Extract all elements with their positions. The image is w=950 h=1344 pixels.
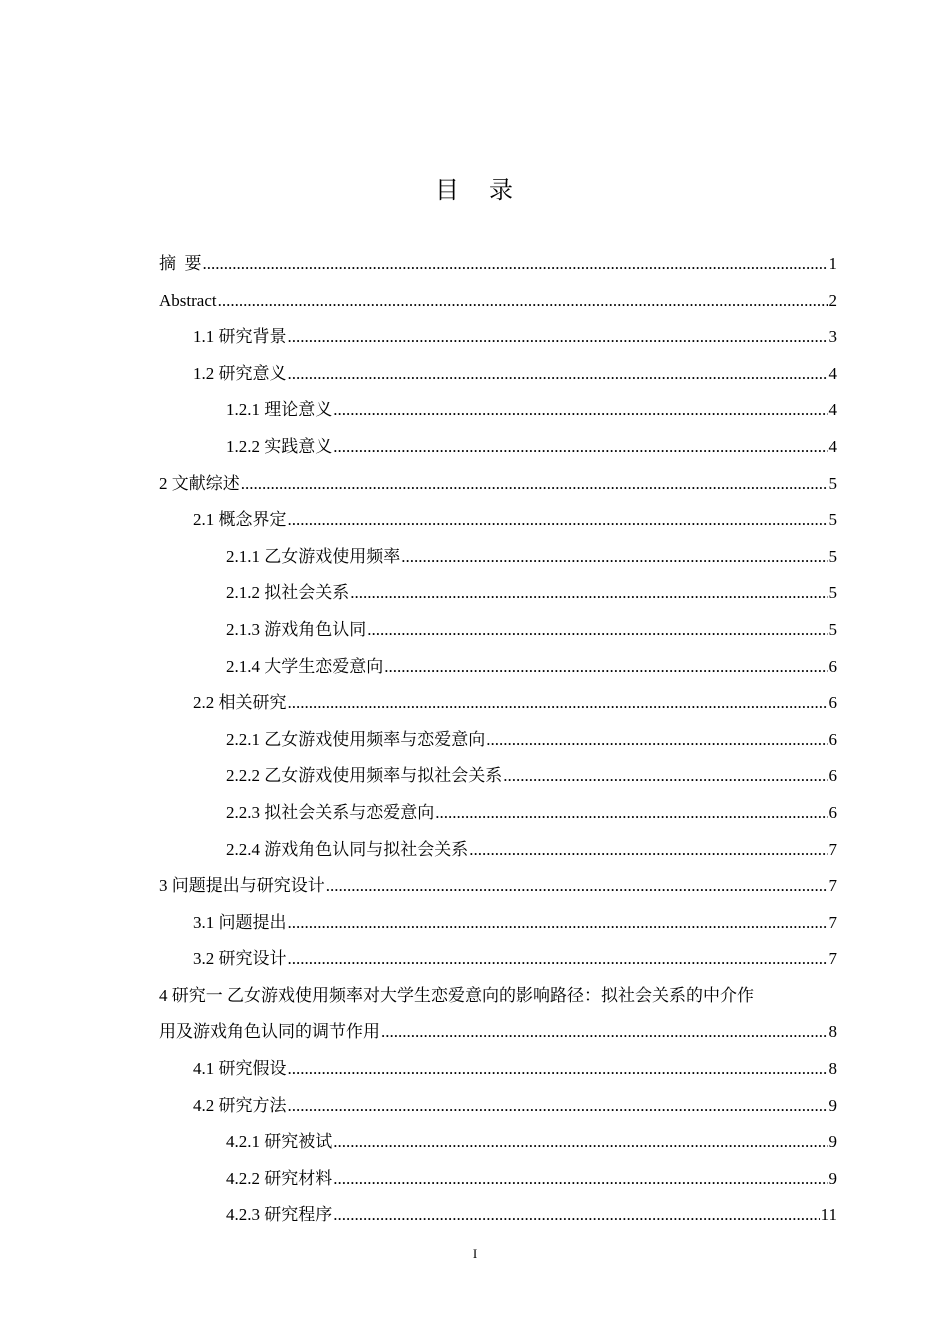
toc-entry-label: 4.2.3 研究程序 bbox=[226, 1205, 333, 1225]
toc-entry-label: 用及游戏角色认同的调节作用 bbox=[159, 1022, 380, 1042]
toc-leader-dots bbox=[333, 429, 827, 466]
toc-leader-dots bbox=[288, 685, 828, 722]
toc-leader-dots bbox=[288, 356, 828, 393]
toc-leader-dots bbox=[435, 795, 827, 832]
toc-leader-dots bbox=[486, 722, 827, 759]
toc-leader-dots bbox=[333, 392, 827, 429]
toc-entry-2-2-1[interactable] bbox=[159, 722, 837, 759]
toc-entry-1-2-1[interactable] bbox=[159, 392, 837, 429]
toc-entry-1-1[interactable] bbox=[159, 319, 837, 356]
toc-entry-2-1-2[interactable] bbox=[159, 575, 837, 612]
toc-entry-2-1-4[interactable] bbox=[159, 649, 837, 686]
toc-entry-page: 6 bbox=[828, 729, 837, 749]
toc-entry-label-line1: 4 研究一 乙女游戏使用频率对大学生恋爱意向的影响路径：拟社会关系的中介作 bbox=[159, 985, 754, 1005]
toc-entry-page: 8 bbox=[828, 1059, 837, 1079]
toc-entry-4-line1[interactable] bbox=[159, 978, 837, 1015]
toc-entry-label: 3 问题提出与研究设计 bbox=[159, 876, 325, 896]
toc-title-part2: 录 bbox=[489, 178, 515, 204]
toc-entry-label: 2.1.4 大学生恋爱意向 bbox=[226, 656, 384, 676]
toc-entry-4-2-2[interactable] bbox=[159, 1161, 837, 1198]
toc-entry-page: 4 bbox=[828, 436, 837, 456]
toc-entry-page: 5 bbox=[828, 583, 837, 603]
toc-entry-page: 4 bbox=[828, 400, 837, 420]
toc-entry-page: 5 bbox=[828, 619, 837, 639]
toc-leader-dots bbox=[333, 1161, 827, 1198]
toc-entry-label: 4.2.2 研究材料 bbox=[226, 1168, 333, 1188]
toc-entry-label: 2.1.2 拟社会关系 bbox=[226, 583, 350, 603]
toc-entry-2[interactable] bbox=[159, 466, 837, 503]
toc-entry-abstract-en[interactable] bbox=[159, 283, 837, 320]
toc-entry-2-2-4[interactable] bbox=[159, 832, 837, 869]
toc-entry-page: 6 bbox=[828, 656, 837, 676]
toc-entry-page: 2 bbox=[828, 290, 837, 310]
toc-entry-page: 9 bbox=[828, 1168, 837, 1188]
toc-entry-label: 1.2.1 理论意义 bbox=[226, 400, 333, 420]
toc-entry-page: 7 bbox=[828, 876, 837, 896]
toc-title bbox=[0, 170, 950, 205]
toc-entry-page: 3 bbox=[828, 327, 837, 347]
toc-leader-dots bbox=[288, 1088, 828, 1125]
toc-entry-page: 5 bbox=[828, 546, 837, 566]
toc-leader-dots bbox=[401, 539, 827, 576]
toc-entry-page: 8 bbox=[828, 1022, 837, 1042]
toc-entry-label: 2.2.2 乙女游戏使用频率与拟社会关系 bbox=[226, 766, 503, 786]
toc-entry-label: Abstract bbox=[159, 290, 217, 310]
toc-entry-label: 摘 要 bbox=[159, 254, 202, 273]
toc-entry-label: 3.1 问题提出 bbox=[193, 912, 287, 932]
toc-entry-3-1[interactable] bbox=[159, 905, 837, 942]
toc-entry-1-2-2[interactable] bbox=[159, 429, 837, 466]
toc-leader-dots bbox=[288, 1051, 828, 1088]
toc-entry-4-2[interactable] bbox=[159, 1088, 837, 1125]
toc-entry-page: 7 bbox=[828, 912, 837, 932]
toc-entry-label: 2.1 概念界定 bbox=[193, 510, 287, 530]
toc-leader-dots bbox=[384, 649, 827, 686]
toc-entry-label: 1.2 研究意义 bbox=[193, 363, 287, 383]
toc-entry-label: 2.1.1 乙女游戏使用频率 bbox=[226, 546, 401, 566]
toc-entry-2-1-3[interactable] bbox=[159, 612, 837, 649]
toc-leader-dots bbox=[333, 1124, 827, 1161]
toc-entry-page: 5 bbox=[828, 510, 837, 530]
toc-leader-dots bbox=[469, 832, 827, 869]
toc-entry-4-1[interactable] bbox=[159, 1051, 837, 1088]
toc-leader-dots bbox=[218, 283, 828, 320]
toc-entry-page: 4 bbox=[828, 363, 837, 383]
toc-entry-2-2-3[interactable] bbox=[159, 795, 837, 832]
toc-title-part1: 目 bbox=[435, 178, 461, 204]
toc-entry-label: 2 文献综述 bbox=[159, 473, 240, 493]
toc-entry-2-1-1[interactable] bbox=[159, 539, 837, 576]
toc-entry-page: 1 bbox=[828, 254, 837, 273]
toc-entry-1-2[interactable] bbox=[159, 356, 837, 393]
page-number: I bbox=[472, 1246, 478, 1261]
toc-leader-dots bbox=[288, 502, 828, 539]
toc-entry-2-1[interactable] bbox=[159, 502, 837, 539]
toc-entry-label: 2.1.3 游戏角色认同 bbox=[226, 619, 367, 639]
toc-entry-label: 4.2.1 研究被试 bbox=[226, 1132, 333, 1152]
toc-entry-page: 6 bbox=[828, 802, 837, 822]
toc-leader-dots bbox=[326, 868, 828, 905]
toc-entry-page: 6 bbox=[828, 766, 837, 786]
toc-leader-dots bbox=[203, 246, 828, 283]
toc-leader-dots bbox=[288, 319, 828, 356]
toc-entry-4-2-1[interactable] bbox=[159, 1124, 837, 1161]
toc-entry-label: 2.2.1 乙女游戏使用频率与恋爱意向 bbox=[226, 729, 486, 749]
toc-entry-page: 9 bbox=[828, 1132, 837, 1152]
toc-entry-label: 1.1 研究背景 bbox=[193, 327, 287, 347]
toc-leader-dots bbox=[241, 466, 828, 503]
toc-entry-4[interactable] bbox=[159, 1014, 837, 1051]
toc-entry-3[interactable] bbox=[159, 868, 837, 905]
toc-entry-page: 7 bbox=[828, 839, 837, 859]
table-of-contents bbox=[159, 246, 837, 1234]
toc-leader-dots bbox=[503, 758, 827, 795]
toc-entry-page: 6 bbox=[828, 693, 837, 713]
toc-entry-label: 4.2 研究方法 bbox=[193, 1095, 287, 1115]
toc-entry-page: 9 bbox=[828, 1095, 837, 1115]
toc-entry-label: 2.2 相关研究 bbox=[193, 693, 287, 713]
toc-entry-page: 11 bbox=[820, 1205, 837, 1225]
toc-entry-label: 3.2 研究设计 bbox=[193, 949, 287, 969]
toc-entry-4-2-3[interactable] bbox=[159, 1197, 837, 1234]
toc-leader-dots bbox=[350, 575, 827, 612]
toc-entry-page: 7 bbox=[828, 949, 837, 969]
toc-entry-label: 2.2.3 拟社会关系与恋爱意向 bbox=[226, 802, 435, 822]
toc-entry-abstract-cn[interactable] bbox=[159, 246, 837, 283]
toc-entry-2-2-2[interactable] bbox=[159, 758, 837, 795]
toc-leader-dots bbox=[333, 1197, 819, 1234]
toc-leader-dots bbox=[381, 1014, 828, 1051]
toc-leader-dots bbox=[288, 905, 828, 942]
toc-entry-label: 2.2.4 游戏角色认同与拟社会关系 bbox=[226, 839, 469, 859]
toc-entry-label: 4.1 研究假设 bbox=[193, 1059, 287, 1079]
toc-entry-label: 1.2.2 实践意义 bbox=[226, 436, 333, 456]
toc-entry-page: 5 bbox=[828, 473, 837, 493]
toc-entry-3-2[interactable] bbox=[159, 941, 837, 978]
toc-entry-2-2[interactable] bbox=[159, 685, 837, 722]
toc-leader-dots bbox=[367, 612, 827, 649]
toc-leader-dots bbox=[288, 941, 828, 978]
